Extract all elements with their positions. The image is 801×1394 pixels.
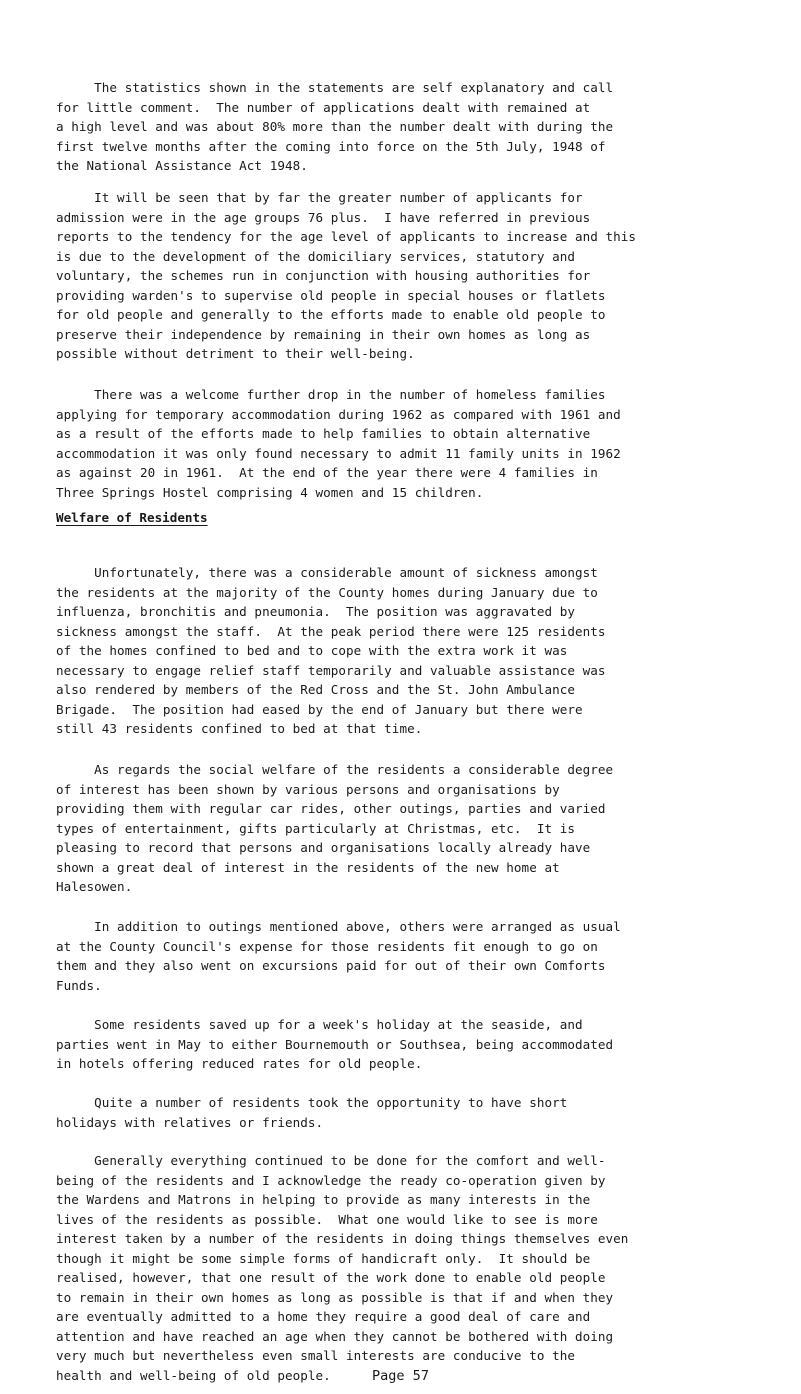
paragraph-outings: In addition to outings mentioned above, others were arranged as usual at the County Council's expense for those residents fit enough to go on them and they also went on excursions paid for out of their own Comforts Funds.: [56, 919, 621, 993]
paragraph-social-welfare: As regards the social welfare of the residents a considerable degree of interest has been shown by various persons and organisations by providing them with regular car rides, other outings, parties and varied types of entertainment, gifts particularly at Christmas, etc. It is pleasing to record that persons and organisations locally already have shown a great deal of interest in the residents of the new home at Halesowen.: [56, 762, 614, 894]
paragraph-homeless-families: There was a welcome further drop in the number of homeless families applying for temporary accommodation during 1962 as compared with 1961 and as a result of the efforts made to help families to obtain alternative accommodation it was only found necessary to admit 11 family units in 1962 as against 20 in 1961. At the end of the year there were 4 families in Three Springs Hostel comprising 4 women and 15 children.: [56, 387, 621, 500]
page-number: Page 57: [372, 1368, 429, 1384]
paragraph-holidays-seaside: Some residents saved up for a week's holiday at the seaside, and parties went in May to either Bournemouth or Southsea, being accommodated in hotels offering reduced rates for old people.: [56, 1017, 614, 1071]
paragraph-statistics: The statistics shown in the statements are self explanatory and call for little comment. The number of applications dealt with remained at a high level and was about 80% more than the number dealt with during the first twelve months after the coming into force on the 5th July, 1948 of the National Assistance Act 1948.: [56, 80, 614, 173]
paragraph-comfort-wellbeing: Generally everything continued to be done for the comfort and well- being of the residents and I acknowledge the ready co-operation given by the Wardens and Matrons in helping to provide as many interests in the lives of the residents as possible. What one would like to see is more interest taken by a number of the residents in doing things themselves even though it might be some simple forms of handicraft only. It should be realised, however, that one result of the work done to enable old people to remain in their own homes as long as possible is that if and when they are eventually admitted to a home they require a good deal of care and attention and have reached an age when they cannot be bothered with doing very much but nevertheless even small interests are conducive to the health and well-being of old people.: [56, 1153, 629, 1383]
paragraph-sickness: Unfortunately, there was a considerable amount of sickness amongst the residents at the majority of the County homes during January due to influenza, bronchitis and pneumonia. The position was aggravated by sickness amongst the staff. At the peak period there were 125 residents of the homes confined to bed and to cope with the extra work it was necessary to engage relief staff temporarily and valuable assistance was also rendered by members of the Red Cross and the St. John Ambulance Brigade. The position had eased by the end of January but there were still 43 residents confined to bed at that time.: [56, 565, 606, 736]
section-heading-welfare-of-residents: Welfare of Residents: [56, 510, 208, 525]
paragraph-holidays-relatives: Quite a number of residents took the opportunity to have short holidays with relatives or friends.: [56, 1095, 568, 1130]
paragraph-age-groups: It will be seen that by far the greater number of applicants for admission were in the age groups 76 plus. I have referred in previous reports to the tendency for the age level of applicants to increase and this is due to the development of the domiciliary services, statutory and voluntary, the schemes run in conjunction with housing authorities for providing warden's to supervise old people in special houses or flatlets for old people and generally to the efforts made to enable old people to preserve their independence by remaining in their own homes as long as possible without detriment to their well-being.: [56, 190, 637, 361]
